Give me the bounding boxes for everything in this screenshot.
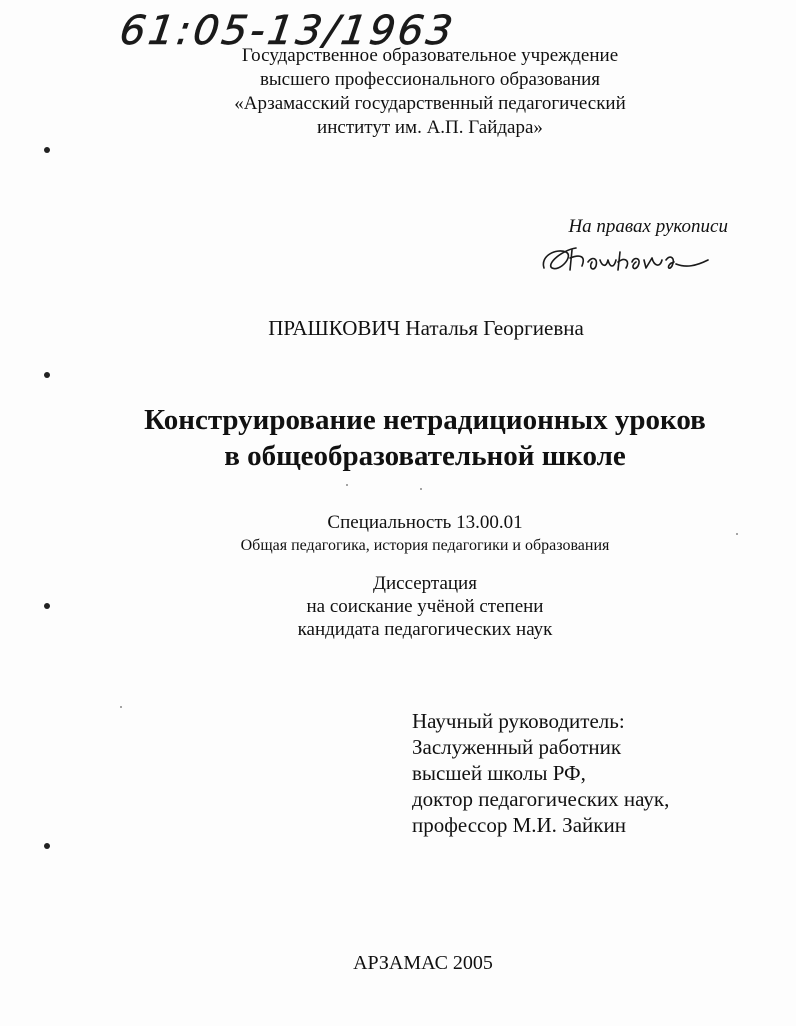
- city-year: АРЗАМАС 2005: [353, 952, 493, 974]
- institution-line-2: высшего профессионального образования: [259, 69, 601, 90]
- institution-line-1: Государственное образовательное учреждение: [241, 45, 619, 66]
- scan-speck: [346, 484, 348, 486]
- scan-speck: [120, 706, 122, 708]
- supervisor-line-4: доктор педагогических наук,: [412, 787, 670, 811]
- author-name: ПРАШКОВИЧ Наталья Георгиевна: [268, 316, 584, 340]
- binding-hole-mark: [44, 147, 50, 153]
- scan-speck: [736, 533, 738, 535]
- title-line-1: Конструирование нетрадиционных уроков: [144, 404, 706, 436]
- institution-header: [180, 44, 680, 140]
- binding-hole-mark: [44, 372, 50, 378]
- supervisor-line-2: Заслуженный работник: [412, 735, 622, 759]
- supervisor-line-1: Научный руководитель:: [412, 709, 625, 733]
- institution-line-3: «Арзамасский государственный педагогический: [234, 93, 626, 114]
- dissertation-title: [110, 402, 740, 474]
- manuscript-note: На правах рукописи: [568, 216, 728, 237]
- binding-hole-mark: [44, 603, 50, 609]
- degree-line-1: Диссертация: [373, 573, 477, 594]
- degree-line-2: на соискание учёной степени: [306, 596, 544, 617]
- degree-line-3: кандидата педагогических наук: [297, 619, 553, 640]
- supervisor-block: [412, 708, 752, 838]
- supervisor-line-5: профессор М.И. Зайкин: [412, 813, 626, 837]
- binding-hole-mark: [44, 843, 50, 849]
- institution-line-4: институт им. А.П. Гайдара»: [317, 117, 543, 138]
- supervisor-line-3: высшей школы РФ,: [412, 761, 586, 785]
- specialty-code: Специальность 13.00.01: [327, 512, 523, 533]
- title-line-2: в общеобразовательной школе: [224, 440, 626, 472]
- specialty-field: Общая педагогика, история педагогики и образования: [240, 537, 610, 554]
- degree-block: [250, 572, 600, 641]
- signature-icon: [536, 238, 716, 282]
- scan-speck: [420, 488, 422, 490]
- specialty-block: [200, 510, 650, 556]
- handwritten-signature: [536, 238, 716, 282]
- archive-code-text: 61:05-13/1963: [120, 8, 459, 52]
